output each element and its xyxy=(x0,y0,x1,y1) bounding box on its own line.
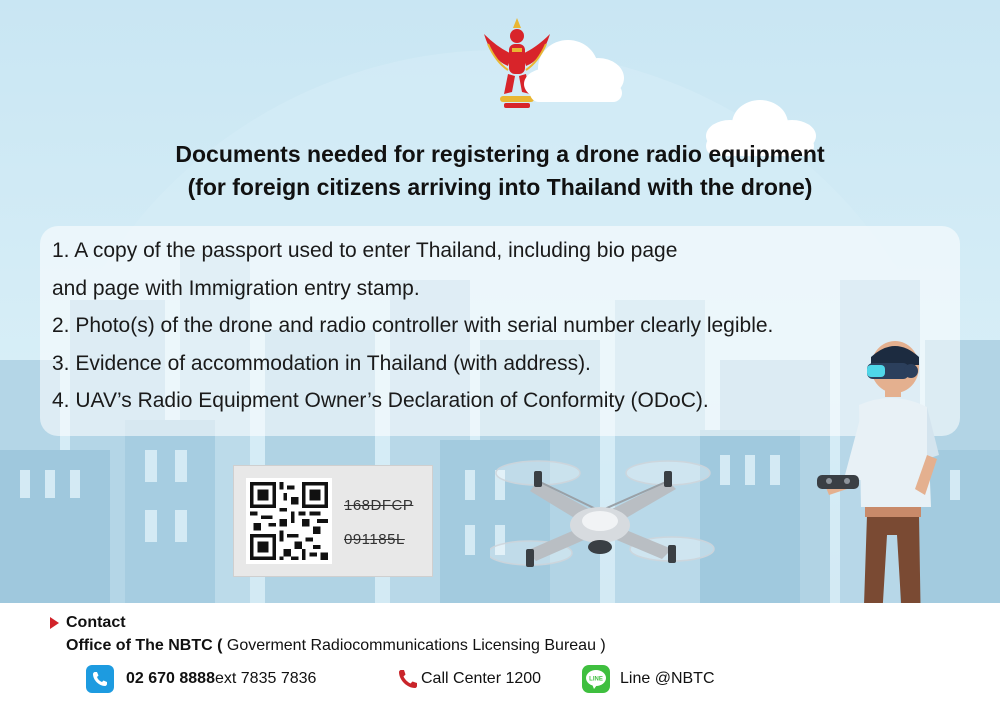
arrow-right-icon xyxy=(50,617,59,629)
qr-code-icon xyxy=(246,478,332,564)
office-detail: Goverment Radiocommunications Licensing Bureau ) xyxy=(222,637,606,654)
title-line-2: (for foreign citizens arriving into Thailand with the drone) xyxy=(187,174,813,200)
phone-contact xyxy=(86,665,316,693)
title-line-1: Documents needed for registering a drone radio equipment xyxy=(175,141,825,167)
phone-number[interactable]: 02 670 8888 xyxy=(126,670,215,687)
page-title xyxy=(0,138,1000,204)
call-center-text[interactable]: Call Center 1200 xyxy=(421,670,542,687)
drone-illustration xyxy=(490,445,720,590)
handset-icon xyxy=(395,665,421,693)
line-app-icon xyxy=(582,665,610,693)
phone-icon xyxy=(86,665,114,693)
phone-extension: ext 7835 7836 xyxy=(214,670,317,687)
cloud-icon xyxy=(520,30,630,102)
serial-code-1: 168DFCP xyxy=(344,497,414,514)
list-item: 1. A copy of the passport used to enter Thailand, including bio page xyxy=(52,239,678,262)
call-center-contact xyxy=(395,665,541,693)
list-item: and page with Immigration entry stamp. xyxy=(52,276,420,300)
line-id[interactable]: Line @NBTC xyxy=(620,670,715,687)
list-item: 2. Photo(s) of the drone and radio controller with serial number clearly legible. xyxy=(52,314,774,337)
contact-heading: Contact xyxy=(66,614,126,631)
contact-heading-row xyxy=(50,614,126,632)
line-contact xyxy=(582,665,715,693)
office-prefix: Office of The NBTC ( xyxy=(66,637,223,654)
serial-code-2: 091185L xyxy=(344,531,405,548)
list-item: 4. UAV’s Radio Equipment Owner’s Declaration of Conformity (ODoC). xyxy=(52,389,709,412)
list-item: 3. Evidence of accommodation in Thailand (with address). xyxy=(52,351,591,375)
line-icon-text: LINE xyxy=(589,676,603,683)
office-name xyxy=(66,637,606,655)
